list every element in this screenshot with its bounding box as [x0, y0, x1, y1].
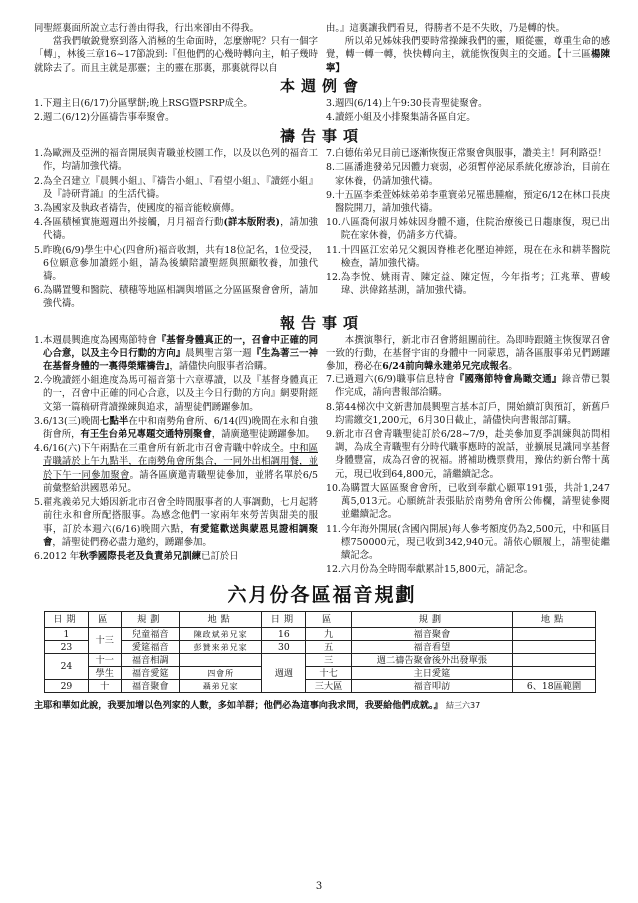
report-items	[34, 334, 610, 578]
list-item: 6. 2012 年秋季國際長老及負責弟兄訓練已訂於日	[34, 550, 239, 562]
scripture-footer: 主耶和華如此說，我要加增以色列家的人數，多如羊群；他們必為這事向我求問，我要給他們成就。』 結三六37	[34, 700, 481, 712]
column-header: 日期	[262, 612, 306, 628]
list-item: 5. 翟兆義弟兄大婚因新北市召會全時間服事者的人事調動，七月起將前往永和會所配搭服事。為感念他們一家兩年來勞苦與甜美的服事，訂於本週六(6/16)晚間六點，有愛筵歡送與蒙恩見證相調聚會，請聖徒們務必盡力邀約，踴躍參加。	[34, 497, 318, 548]
column-header: 地點	[179, 612, 262, 628]
table-row: 24 十一 福音相調 週週 三 週二禱告聚會後外出發單張	[45, 654, 596, 667]
intro-left	[34, 22, 318, 75]
list-item: 2. 為全召建立『晨興小組』、『禱告小組』、『看望小組』、『讀經小組』及『詩研背誦』的生活代禱。	[34, 175, 318, 200]
intro-section	[34, 22, 610, 75]
list-item: 2. 週二(6/12)分區禱告事奉聚會。	[34, 112, 175, 124]
list-item: 8. 二區潘進發弟兄因體力衰弱，必須暫停泌尿系統化療診治，目前在家休養，仍請加強代禱。	[326, 162, 610, 187]
list-item: 3. 6/13(三)晚間七點半在中和南勢角會所、6/14(四)晚間在永和自強街會所，有王生台弟兄專題交通特別聚會，請廣邀聖徒踴躍參加。	[34, 415, 318, 441]
intro-paragraph: 由。』這裏讓我們看見，得勝者不是不失敗，乃是轉的快。	[326, 23, 566, 34]
list-item: 1. 下週主日(6/17)分區擘餅;晚上RSG暨PSRP成全。	[34, 97, 253, 109]
intro-right	[326, 22, 610, 75]
table-row: 29 十 福音聚會 聶弟兄家 三大區 福音叩訪 6、18區範圍	[45, 680, 596, 693]
weekly-meetings	[34, 97, 610, 125]
list-item: 7. 已過週六(6/9)職事信息特會『國殤節特會鳥瞰交通』錄音帶已製作完成，請向書報部洽購。	[326, 374, 610, 399]
intro-paragraph: 當我們敏銳覺察到落入消極的生命面時，怎麼辦呢？只有一個字「轉」，林後三章16~17節說到:『但他們的心幾時轉向主，帕子幾時就除去了。而且主就是那靈；主的靈在那裏，那裏就得以自	[34, 36, 318, 74]
list-item: 10. 八區喬何淑月姊妹因身體不適，住院治療後已日趨康復，現已出院在家休養，仍請多方代禱。	[326, 217, 610, 242]
weekly-meetings-heading: 本週例會	[279, 76, 364, 95]
table-row: 1 十三 兒童福音 陳政斌弟兄家 16 九 福音聚會	[45, 628, 596, 641]
page-number: 3	[315, 881, 323, 892]
table-header-row	[45, 612, 596, 628]
list-item: 8. 第44梯次中文新書加晨興聖言基本訂戶，開始續訂與預訂，新舊戶均需繳交1,200元，6月30日截止，請儘快向書報部訂購。	[326, 401, 610, 426]
column-header: 區	[306, 612, 352, 628]
list-item: 1. 為歐洲及亞洲的福音開展與青職並校園工作，以及以色列的福音工作，均請加強代禱。	[34, 148, 318, 173]
schedule-heading: 六月份各區福音規劃	[227, 584, 417, 607]
intro-paragraph: 同聖經裏面所說立志行善由得我，行出來卻由不得我。	[34, 23, 260, 34]
list-item: 12. 六月份為全時間奉獻累計15,800元，請記念。	[326, 564, 534, 576]
list-item: 9. 十五區李柔萱姊妹弟弟李重寰弟兄罹患腫瘤，預定6/12在林口長庚醫院開刀，請加強代禱。	[326, 189, 610, 215]
author-name: 楊陳 寧】	[326, 49, 610, 74]
list-item: 12. 為李悅、姚雨青、陳定益、陳定恆，今年指考；江兆華、曹峻瑋、洪偉銘基測，請加強代禱。	[326, 272, 610, 297]
table-row: 23 愛筵福音 彭贊來弟兄家 30 五 福音看望	[45, 641, 596, 654]
column-header: 地點	[513, 612, 596, 628]
list-item: 3. 週四(6/14)上午9:30長青聖徒聚會。	[326, 97, 488, 109]
gospel-schedule-table	[44, 611, 596, 693]
list-item: 1. 本週晨興進度為國殤節特會『基督身體真正的一，召會中正確的同心合意，以及主今日行動的方向』晨興聖言第一週『生為著三一神在基督身體的一裏得榮耀禱告』，請儘快向服事者洽購。	[34, 334, 318, 373]
list-item: 4. 各區積極實施週週出外接觸，月月福音行動(詳本版附表)，請加強代禱。	[34, 217, 318, 242]
list-item: 4. 6/16(六)下午兩點在三重會所有新北市召會青職中幹成全。中和區青職請於上午九點半，在南勢角會所集合，一同外出相調用餐，並於下午一同參加聚會。請各區廣邀青職聖徒參加，並將名單於6/5前彙整給洪國恩弟兄。	[34, 443, 318, 494]
prayer-items	[34, 147, 610, 311]
column-header: 規劃	[351, 612, 512, 628]
list-item: 9. 新北市召會青職聖徒訂於6/28~7/9，赴美參加夏季訓練與訪問相調，為成全青職聖有分時代職事應時的說話，並擴展見識同享基督身體豐富，成為召會的祝福。將補助機票費用，豫估約新台幣十萬元，現已收到64,800元，請繼續記念。	[326, 429, 610, 480]
prayer-items-heading: 禱告事項	[279, 127, 364, 146]
column-header: 規劃	[121, 612, 179, 628]
list-item: 11. 十四區江宏弟兄父親因脊椎老化壓迫神經，現在在永和耕莘醫院檢查，請加強代禱。	[326, 244, 610, 269]
list-item: 6. 為購置雙和醫院、積穗等地區相調與增區之分區區聚會會所，請加強代禱。	[34, 285, 318, 310]
list-item: 11. 今年海外開展(含國內開展)每人參考額度仍為2,500元，中和區目標750000元，現已收到342,940元。請依心願履上，請聖徒繼續記念。	[326, 523, 610, 561]
column-header: 日期	[45, 612, 89, 628]
list-item: 10. 為購置大區區聚會會所，已收到奉獻心願單191張，共計1,247萬5,013元。心願統計表張貼於南勢角會所公佈欄，請聖徒參閱並繼續記念。	[326, 482, 610, 521]
bulletin-page	[34, 22, 610, 712]
list-item: 2. 今晚讀經小組進度為馬可福音第十六章導讀，以及『基督身體真正的一，召會中正確的同心合意，以及主今日行動的方向』網要附經文第一篇稿研背讀操練與追求，請聖徒們踴躍參加。	[34, 375, 318, 413]
list-item: 3. 為國家及執政者禱告，使國度的福音能較廣傳。	[34, 203, 240, 215]
list-item: 5. 昨晚(6/9)學生中心(四會所)福音收割，共有18位記名，1位受浸，6位願意參加讀經小組，請為後續陪讀聖經與照顧牧養，加強代禱。	[34, 244, 318, 283]
table-row: 學生 福音愛筵 四會所 十七 主日愛筵	[45, 667, 596, 680]
scripture-reference: 結三六37	[446, 701, 481, 711]
list-item: 4. 讀經小組及小排聚集請各區自定。	[326, 112, 476, 124]
report-items-heading: 報告事項	[279, 313, 364, 332]
column-header: 區	[88, 612, 121, 628]
intro-paragraph: 所以弟兄姊妹我們要時常操練我們的靈，順從靈，尊重生命的感覺，轉一轉一轉，快快轉向主，就能恢復與主的交通。【十三區楊陳 寧】	[326, 36, 610, 74]
list-item: 7. 白德佑弟兄目前已逐漸恢復正常聚會與服事，讚美主！阿利路亞！	[326, 148, 607, 160]
report-continuation: 本撰演舉行，新北市召會將組團前往。為即時跟隨主恢復眾召會一致的行動，在基督宇宙的身體中一同蒙恩，請各區服事弟兄們踴躍參加，務必在6/24前向韓永建弟兄完成報名。	[326, 334, 610, 373]
